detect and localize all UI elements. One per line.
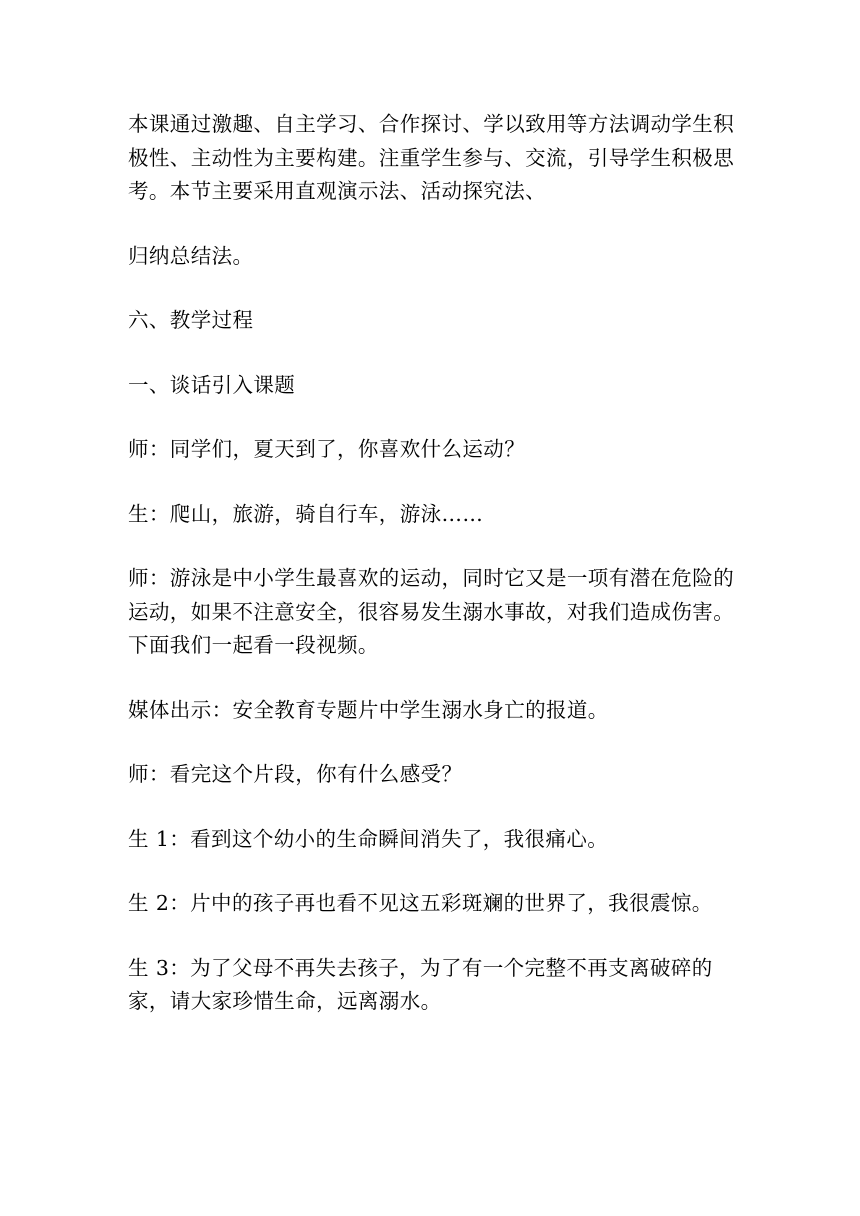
section-heading-teaching-process: 六、教学过程 xyxy=(128,308,254,332)
dialogue-student-1: 生 1：看到这个幼小的生命瞬间消失了，我很痛心。 xyxy=(128,826,609,851)
document-body xyxy=(128,108,740,1019)
paragraph-summary-method: 归纳总结法。 xyxy=(128,243,254,268)
subheading-introduction: 一、谈话引入课题 xyxy=(128,372,296,397)
paragraph-teaching-methods: 本课通过激趣、自主学习、合作探讨、学以致用等方法调动学生积极性、主动性为主要构建。注重学生参与、交流，引导学生积极思考。本节主要采用直观演示法、活动探究法、 xyxy=(128,112,735,203)
dialogue-student-3: 生 3：为了父母不再失去孩子，为了有一个完整不再支离破碎的家，请大家珍惜生命，远离溺水。 xyxy=(128,955,713,1013)
dialogue-teacher-swimming: 师：游泳是中小学生最喜欢的运动，同时它又是一项有潜在危险的运动，如果不注意安全，很容易发生溺水事故，对我们造成伤害。下面我们一起看一段视频。 xyxy=(128,566,735,657)
media-display-note: 媒体出示：安全教育专题片中学生溺水身亡的报道。 xyxy=(128,697,609,722)
dialogue-student-2: 生 2：片中的孩子再也看不见这五彩斑斓的世界了，我很震惊。 xyxy=(128,891,713,915)
dialogue-student-answer: 生：爬山，旅游，骑自行车，游泳…… xyxy=(128,501,484,526)
dialogue-teacher-feeling: 师：看完这个片段，你有什么感受？ xyxy=(128,762,463,786)
dialogue-teacher-question: 师：同学们，夏天到了，你喜欢什么运动？ xyxy=(128,437,526,461)
